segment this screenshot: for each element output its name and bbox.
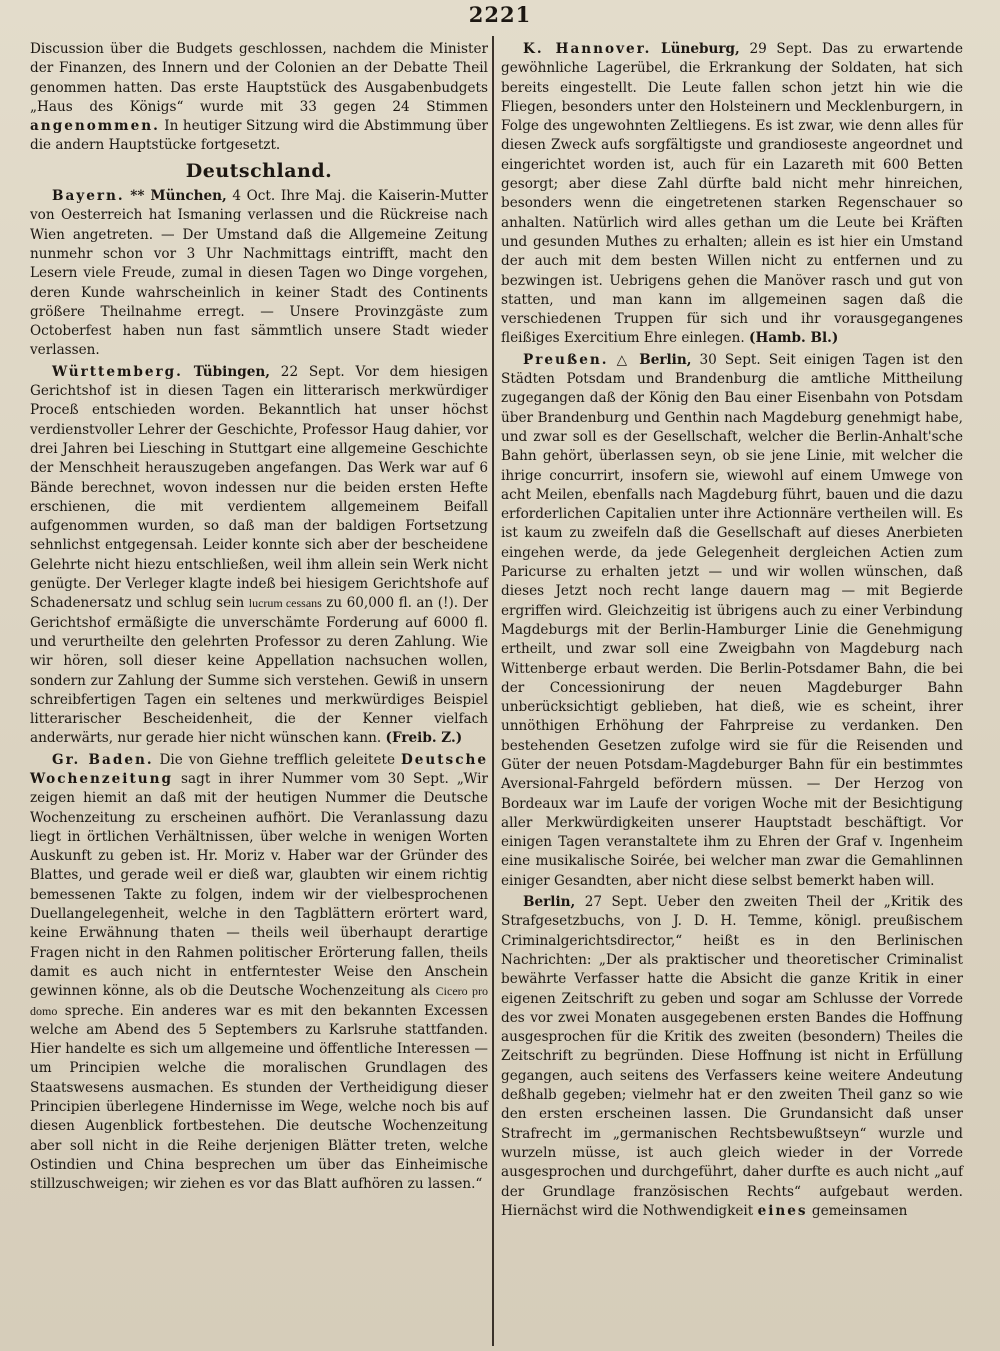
article-berlin-temme: Berlin, 27 Sept. Ueber den zweiten Theil der „Kritik des Strafgesetzbuchs, von J. D. H. Temme, königl. preußischem Criminalgerichtsdirector,“ heißt es in den Berlinischen Nachrichten: „Der als praktischer und theoretischer Criminalist bewährte Verfasser hatte die Absicht die ganze Kritik in einer eigenen Zeitschrift zu geben und sogar am Schlusse der Vorrede des vor zwei Monaten ausgegebenen ersten Bandes die Hoffnung ausgesprochen für die Kritik des zweiten (besondern) Theiles die Zeitschrift zu begründen. Diese Hoffnung ist nicht in Erfüllung gegangen, auch seitens des Verfassers keine weitere Andeutung deßhalb gegeben; vielmehr hat er den zweiten Theil ganz so wie den ersten erscheinen lassen. Die Grundansicht daß unser Strafrecht im „germanischen Rechtsbewußtseyn“ wurzle und wurzeln müsse, ist auch gleich wieder in der Vorrede ausgesprochen und durchgeführt, daher durfte es auch nicht „auf der Grundlage französischen Rechts“ aufgebaut werden. Hiernächst wird die Nothwendigkeit eines gemeinsamen	[501, 894, 963, 1219]
column-divider	[492, 36, 494, 1346]
article-wuerttemberg: Württemberg. Tübingen, 22 Sept. Vor dem hiesigen Gerichtshof ist in diesen Tagen ein litterarisch merkwürdiger Proceß entschieden worden. Bekanntlich hat unser höchst verdienstvoller Lehrer der Geschichte, Professor Haug dahier, vor drei Jahren bei Liesching in Stuttgart eine allgemeine Geschichte der Menschheit herauszugeben angefangen. Das Werk war auf 6 Bände berechnet, wovon indessen nur die beiden ersten Hefte erschienen, die mit verdientem allgemeinem Beifall aufgenommen wurden, so daß man der baldigen Fortsetzung sehnlichst entgegensah. Leider konnte sich aber der bescheidene Gelehrte nicht hiezu entschließen, weil ihm allein sein Werk nicht genügte. Der Verleger klagte indeß bei hiesigem Gerichtshofe auf Schadenersatz und schlug sein lucrum cessans zu 60,000 fl. an (!). Der Gerichtshof ermäßigte die unverschämte Forderung auf 6000 fl. und verurtheilte den gelehrten Professor zu deren Zahlung. Wie wir hören, soll dieser keine Appellation nachsuchen wollen, sondern zur Zahlung der Summe sich verstehen. Gewiß in unsern schreibfertigen Tagen ein seltenes und merkwürdiges Beispiel litterarischer Bescheidenheit, die der Kenner vielfach anderwärts, nur gerade hier nicht wünschen kann. (Freib. Z.)	[30, 363, 489, 747]
right-column	[501, 40, 963, 1223]
article-bayern: Bayern. ** München, 4 Oct. Ihre Maj. die Kaiserin-Mutter von Oesterreich hat Ismaning verlassen und die Rückreise nach Wien angetreten. — Der Umstand daß die Allgemeine Zeitung nunmehr schon vor 3 Uhr Nachmittags eintrifft, macht den Lesern viele Freude, zumal in diesen Tagen wo Dinge vorgehen, deren Kunde wahrscheinlich in keiner Stadt des Continents größere Theilnahme erregt. — Unsere Provinzgäste zum Octoberfest haben nun fast sämmtlich unsere Stadt wieder verlassen.	[30, 188, 488, 359]
article-france-continuation: Discussion über die Budgets geschlossen, nachdem die Minister der Finanzen, des Innern und der Colonien an der Debatte Theil genommen hatten. Das erste Hauptstück des Ausgabenbudgets „Haus des Königs“ wurde mit 33 gegen 24 Stimmen angenommen. In heutiger Sitzung wird die Abstimmung über die andern Hauptstücke fortgesetzt.	[30, 41, 488, 154]
article-baden: Gr. Baden. Die von Giehne trefflich geleitete Deutsche Wochenzeitung sagt in ihrer Nummer vom 30 Sept. „Wir zeigen hiemit an daß mit der heutigen Nummer die Deutsche Wochenzeitung zu erscheinen aufhört. Die Veranlassung dazu liegt in örtlichen Verhältnissen, über welche in wenigen Worten Auskunft zu geben ist. Hr. Moriz v. Haber war der Gründer des Blattes, und gerade weil er dieß war, glaubten wir einem richtig bemessenen Takte zu folgen, indem wir der vielbesprochenen Duellangelegenheit, welche in den Tagblättern erörtert ward, keine Erwähnung thaten — theils weil überhaupt derartige Fragen nicht in den Rahmen politischer Erörterung fallen, theils damit es auch nicht in entferntester Weise den Anschein gewinnen könne, als ob die Deutsche Wochenzeitung als Cicero pro domo spreche. Ein anderes war es mit den bekannten Excessen welche am Abend des 5 Septembers zu Karlsruhe stattfanden. Hier handelte es sich um allgemeine und öffentliche Interessen — um Principien welche die moralischen Grundlagen des Staatswesens ausmachen. Es stunden der Vertheidigung dieser Principien überlegene Hindernisse im Wege, welche noch bis auf diesen Augenblick fortbestehen. Die deutsche Wochenzeitung aber soll nicht in die Reihe derjenigen Blätter treten, welche Ostindien und China besprechen um über das Einheimische stillzuschweigen; wir ziehen es vor das Blatt aufhören zu lassen.“	[30, 751, 489, 1193]
article-hannover: K. Hannover. Lüneburg, 29 Sept. Das zu erwartende gewöhnliche Lagerübel, die Erkrankung der Soldaten, hat sich bereits eingestellt. Die Leute fallen schon jetzt hin wie die Fliegen, besonders unter den Holsteinern und Mecklenburgern, in Folge des ungewohnten Zeltliegens. Es ist zwar, wie denn alles für diesen Zweck aufs sorgfältigste und grandioseste angeordnet und eingerichtet worden ist, auch für ein Lazareth mit 600 Betten gesorgt; aber diese Zahl dürfte bald nicht mehr hinreichen, besonders wenn die eingetretenen starken Regenschauer so anhalten. Natürlich wird alles gethan um die Leute bei Kräften und gesunden Muthes zu erhalten; allein es ist hier ein Umstand der auch mit dem besten Willen nicht zu entfernen und zu bezwingen ist. Uebrigens gehen die Manöver rasch und gut von statten, und man kann im allgemeinen sagen daß die verschiedenen Truppen für sich und ihr vorausgegangenes fleißiges Exercitium Ehre einlegen. (Hamb. Bl.)	[501, 41, 963, 347]
article-preussen: Preußen. △ Berlin, 30 Sept. Seit einigen Tagen ist den Städten Potsdam und Brandenburg die amtliche Mittheilung zugegangen daß der König den Bau einer Eisenbahn von Potsdam über Brandenburg und Genthin nach Magdeburg genehmigt habe, und zwar soll es der Gesellschaft, welcher die Berlin-Anhalt'sche Bahn gehört, überlassen seyn, ob sie jene Linie, mit welcher die ihrige concurrirt, insofern sie, wiewohl auf einem Umwege von acht Meilen, ebenfalls nach Magdeburg führt, bauen und die dazu erforderlichen Capitalien unter ihre Actionnäre vertheilen will. Es ist kaum zu zweifeln daß die Gesellschaft auf dieses Anerbieten eingehen werde, da jede Gelegenheit dergleichen Actien zum Paricurse zu erhalten jetzt — und wir wollen wünschen, daß dieses Jetzt noch recht lange dauern mag — mit Begierde ergriffen wird. Gleichzeitig ist übrigens auch zu einer Verbindung Magdeburgs mit der Berlin-Hamburger Linie die Genehmigung ertheilt, und zwar soll eine Zweigbahn von Magdeburg nach Wittenberge erbaut werden. Die Berlin-Potsdamer Bahn, die bei der Concessionirung der neuen Magdeburger Bahn unberücksichtigt geblieben, hat dieß, wie es scheint, ihrer unnöthigen Erhöhung der Fahrpreise zu verdanken. Den bestehenden Gesetzen zufolge wird sie für die Reisenden und Güter der neuen Potsdam-Magdeburger Bahn für ein bestimmtes Aversional-Fahrgeld befördern müssen. — Der Herzog von Bordeaux war im Laufe der vorigen Woche mit der Besichtigung aller Merkwürdigkeiten unserer Hauptstadt beschäftigt. Vor einigen Tagen veranstaltete ihm zu Ehren der Graf v. Ingenheim eine musikalische Soirée, bei welcher man zwar die Gemahlinnen einiger Gesandten, aber nicht diese selbst bemerkt haben will.	[501, 351, 963, 889]
page-number: 2221	[468, 2, 532, 27]
left-column	[30, 40, 488, 1197]
section-heading: Deutschland.	[185, 159, 333, 182]
